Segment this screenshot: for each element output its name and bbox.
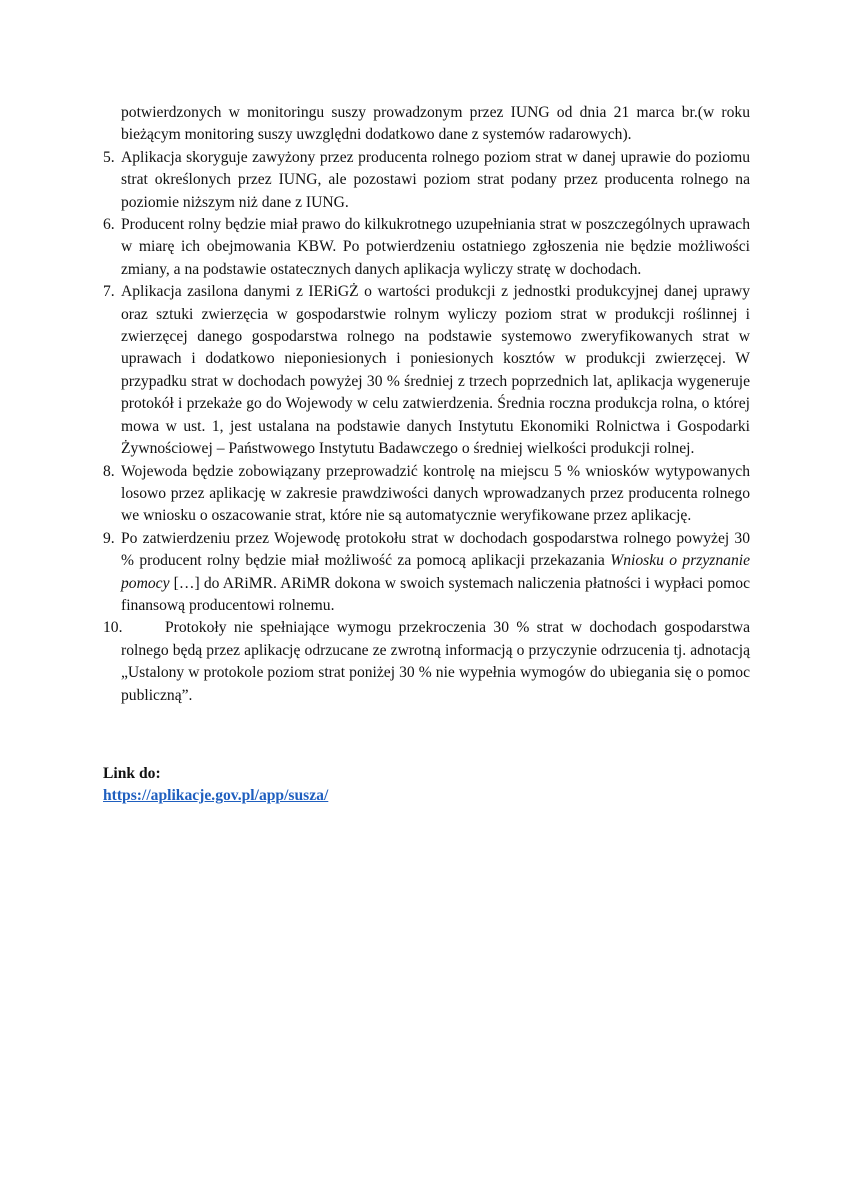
link-label: Link do: [103, 764, 161, 782]
list-item-8 [103, 461, 750, 528]
list-number: 8. [103, 462, 115, 480]
continuation-text: potwierdzonych w monitoringu suszy prowadzonym przez IUNG od dnia 21 marca br.(w roku bieżącym monitoring suszy uwzględni dodatkowo dane z systemów radarowych). [121, 104, 750, 144]
list-item-text: Wojewoda będzie zobowiązany przeprowadzić kontrolę na miejscu 5 % wniosków wytypowanych losowo przez aplikację w zakresie prawdziwości danych wprowadzanych przez producenta rolnego we wniosku o oszacowanie strat, które nie są automatycznie weryfikowane przez aplikację. [121, 462, 750, 525]
list-item-9 [103, 528, 750, 618]
list-item-7 [103, 281, 750, 460]
list-item-text: Producent rolny będzie miał prawo do kilkukrotnego uzupełniania strat w poszczególnych uprawach w miarę ich obejmowania KBW. Po potwierdzeniu ostatniego zgłoszenia nie będzie możliwości zmiany, a na podstawie ostatecznych danych aplikacja wyliczy stratę w dochodach. [121, 216, 750, 278]
list-item-italic-title: Wniosku o przyznanie pomocy [121, 552, 750, 592]
list-item-text: Aplikacja zasilona danymi z IERiGŻ o wartości produkcji z jednostki produkcyjnej danej uprawy oraz sztuki zwierzęcia w gospodarstwie rolnym wyliczy poziom strat w produkcji roślinnej i zwierzęcej danego gospodarstwa rolnego na podstawie systemowo zweryfikowanych strat w uprawach i dodatkowo nieponiesionych i poniesionych kosztów w produkcji zwierzęcej. W przypadku strat w dochodach powyżej 30 % średniej z trzech poprzednich lat, aplikacja wygeneruje protokół i przekaże go do Wojewody w celu zatwierdzenia. Średnia roczna produkcja rolna, o której mowa w ust. 1, jest ustalana na podstawie danych Instytutu Ekonomiki Rolnictwa i Gospodarki Żywnościowej – Państwowego Instytutu Badawczego o średniej wielkości produkcji rolnej. [121, 283, 750, 458]
list-item-6 [103, 214, 750, 281]
list-item-text: Aplikacja skoryguje zawyżony przez producenta rolnego poziom strat w danej uprawie do poziomu strat określonych przez IUNG, ale pozostawi poziom strat podany przez producenta rolnego na poziomie niższym niż dane z IUNG. [121, 148, 750, 211]
list-number: 10. [103, 619, 123, 637]
list-number: 5. [103, 148, 115, 166]
list-item-10 [103, 617, 750, 707]
list-number: 6. [103, 216, 115, 234]
list-number: 9. [103, 529, 115, 547]
list-item-text-before: Po zatwierdzeniu przez Wojewodę protokołu strat w dochodach gospodarstwa rolnego powyżej 30 % producent rolny będzie miał możliwość za pomocą aplikacji przekazania [121, 529, 750, 570]
spacer [103, 707, 750, 763]
continuation-paragraph [103, 102, 750, 147]
list-item-text: Protokoły nie spełniające wymogu przekroczenia 30 % strat w dochodach gospodarstwa rolnego będą przez aplikację odrzucane ze zwrotną informacją o przyczynie odrzucenia tj. adnotacją „Ustalony w protokole poziom strat poniżej 30 % nie wypełnia wymogów do ubiegania się o pomoc publiczną”. [121, 619, 750, 704]
app-link[interactable]: https://aplikacje.gov.pl/app/susza/ [103, 787, 329, 805]
document-body [103, 102, 750, 808]
list-item-text-after: […] do ARiMR. ARiMR dokona w swoich systemach naliczenia płatności i wypłaci pomoc finansową producentowi rolnemu. [121, 574, 750, 614]
link-line [103, 785, 750, 807]
list-item-5 [103, 147, 750, 214]
list-number: 7. [103, 283, 115, 301]
